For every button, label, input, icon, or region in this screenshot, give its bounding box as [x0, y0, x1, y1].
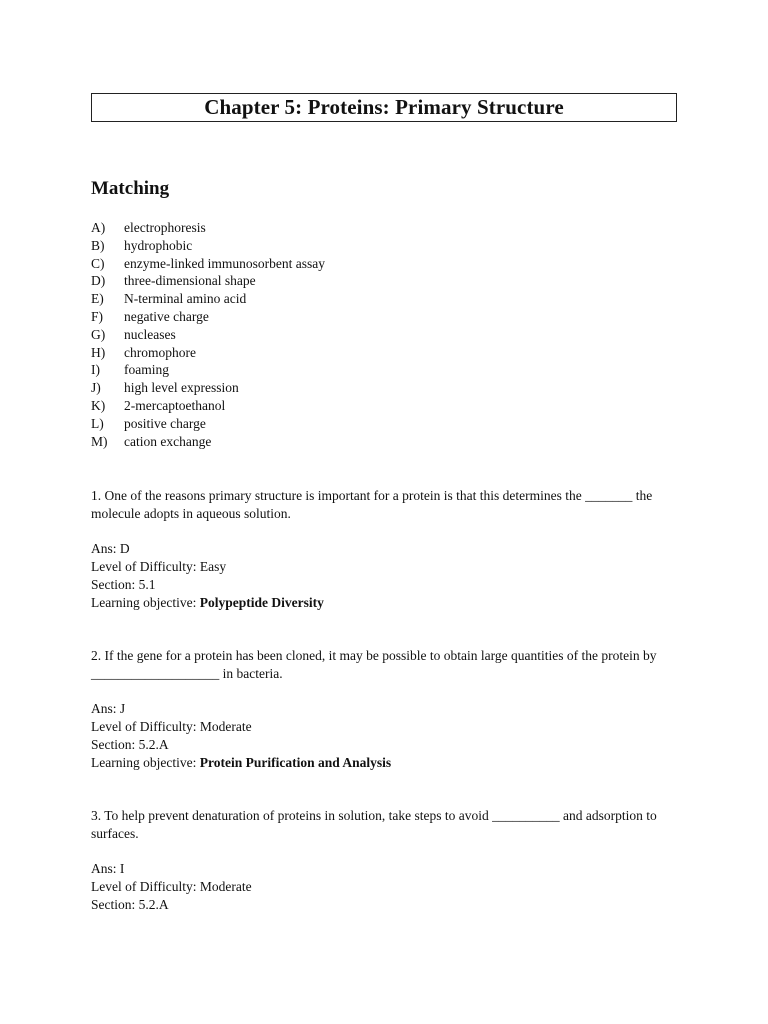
option-letter: B)	[91, 237, 105, 253]
matching-option	[91, 415, 325, 433]
option-letter: H)	[91, 344, 106, 360]
option-text: nucleases	[124, 326, 176, 342]
option-text: positive charge	[124, 415, 206, 431]
question-3	[91, 807, 681, 914]
option-text: foaming	[124, 362, 169, 378]
option-letter: G)	[91, 326, 106, 342]
option-letter: I)	[91, 362, 100, 378]
difficulty-line: Level of Difficulty: Moderate	[91, 719, 252, 734]
question-2	[91, 647, 681, 772]
matching-option	[91, 344, 325, 362]
matching-option	[91, 272, 325, 290]
objective-label: Learning objective:	[91, 595, 200, 610]
matching-option	[91, 290, 325, 308]
option-letter: F)	[91, 308, 104, 324]
section-heading-matching: Matching	[91, 178, 170, 199]
difficulty-line: Level of Difficulty: Easy	[91, 559, 227, 574]
matching-option	[91, 308, 325, 326]
option-text: negative charge	[124, 308, 209, 324]
option-text: chromophore	[124, 344, 196, 360]
answer-line: Ans: J	[91, 701, 126, 716]
option-text: cation exchange	[124, 433, 212, 449]
answer-line: Ans: D	[91, 541, 130, 556]
matching-option	[91, 237, 325, 255]
option-letter: C)	[91, 255, 105, 271]
matching-options-list	[91, 219, 325, 450]
question-1	[91, 487, 681, 612]
chapter-title-box	[91, 93, 677, 122]
chapter-title: Chapter 5: Proteins: Primary Structure	[204, 95, 564, 119]
question-text: 1. One of the reasons primary structure is important for a protein is that this determines the _______ the molecule adopts in aqueous solution.	[91, 488, 653, 521]
matching-option	[91, 326, 325, 344]
question-text: 2. If the gene for a protein has been cloned, it may be possible to obtain large quantities of the protein by ___________________ in bacteria.	[91, 648, 657, 681]
option-letter: K)	[91, 397, 106, 413]
difficulty-line: Level of Difficulty: Moderate	[91, 879, 252, 894]
option-text: electrophoresis	[124, 220, 206, 235]
objective-line	[91, 594, 681, 612]
question-text: 3. To help prevent denaturation of proteins in solution, take steps to avoid __________ and adsorption to surfaces.	[91, 808, 657, 841]
objective-label: Learning objective:	[91, 755, 200, 770]
section-line: Section: 5.2.A	[91, 897, 169, 912]
objective-value: Protein Purification and Analysis	[199, 755, 392, 770]
matching-option	[91, 397, 325, 415]
objective-value: Polypeptide Diversity	[199, 595, 324, 610]
option-letter: A)	[91, 220, 106, 235]
matching-option	[91, 433, 325, 451]
option-letter: D)	[91, 273, 106, 289]
option-text: 2-mercaptoethanol	[124, 397, 226, 413]
option-text: three-dimensional shape	[124, 273, 256, 289]
matching-option	[91, 361, 325, 379]
matching-option	[91, 255, 325, 273]
answer-line: Ans: I	[91, 861, 125, 876]
section-line: Section: 5.1	[91, 577, 156, 592]
objective-line	[91, 754, 681, 772]
option-letter: L)	[91, 415, 104, 431]
matching-option	[91, 379, 325, 397]
option-text: N-terminal amino acid	[124, 291, 247, 307]
option-text: high level expression	[124, 380, 239, 396]
matching-option	[91, 219, 325, 237]
option-text: enzyme-linked immunosorbent assay	[124, 255, 325, 271]
option-letter: J)	[91, 380, 101, 396]
option-text: hydrophobic	[124, 237, 193, 253]
section-line: Section: 5.2.A	[91, 737, 169, 752]
option-letter: E)	[91, 291, 104, 307]
option-letter: M)	[91, 433, 108, 449]
